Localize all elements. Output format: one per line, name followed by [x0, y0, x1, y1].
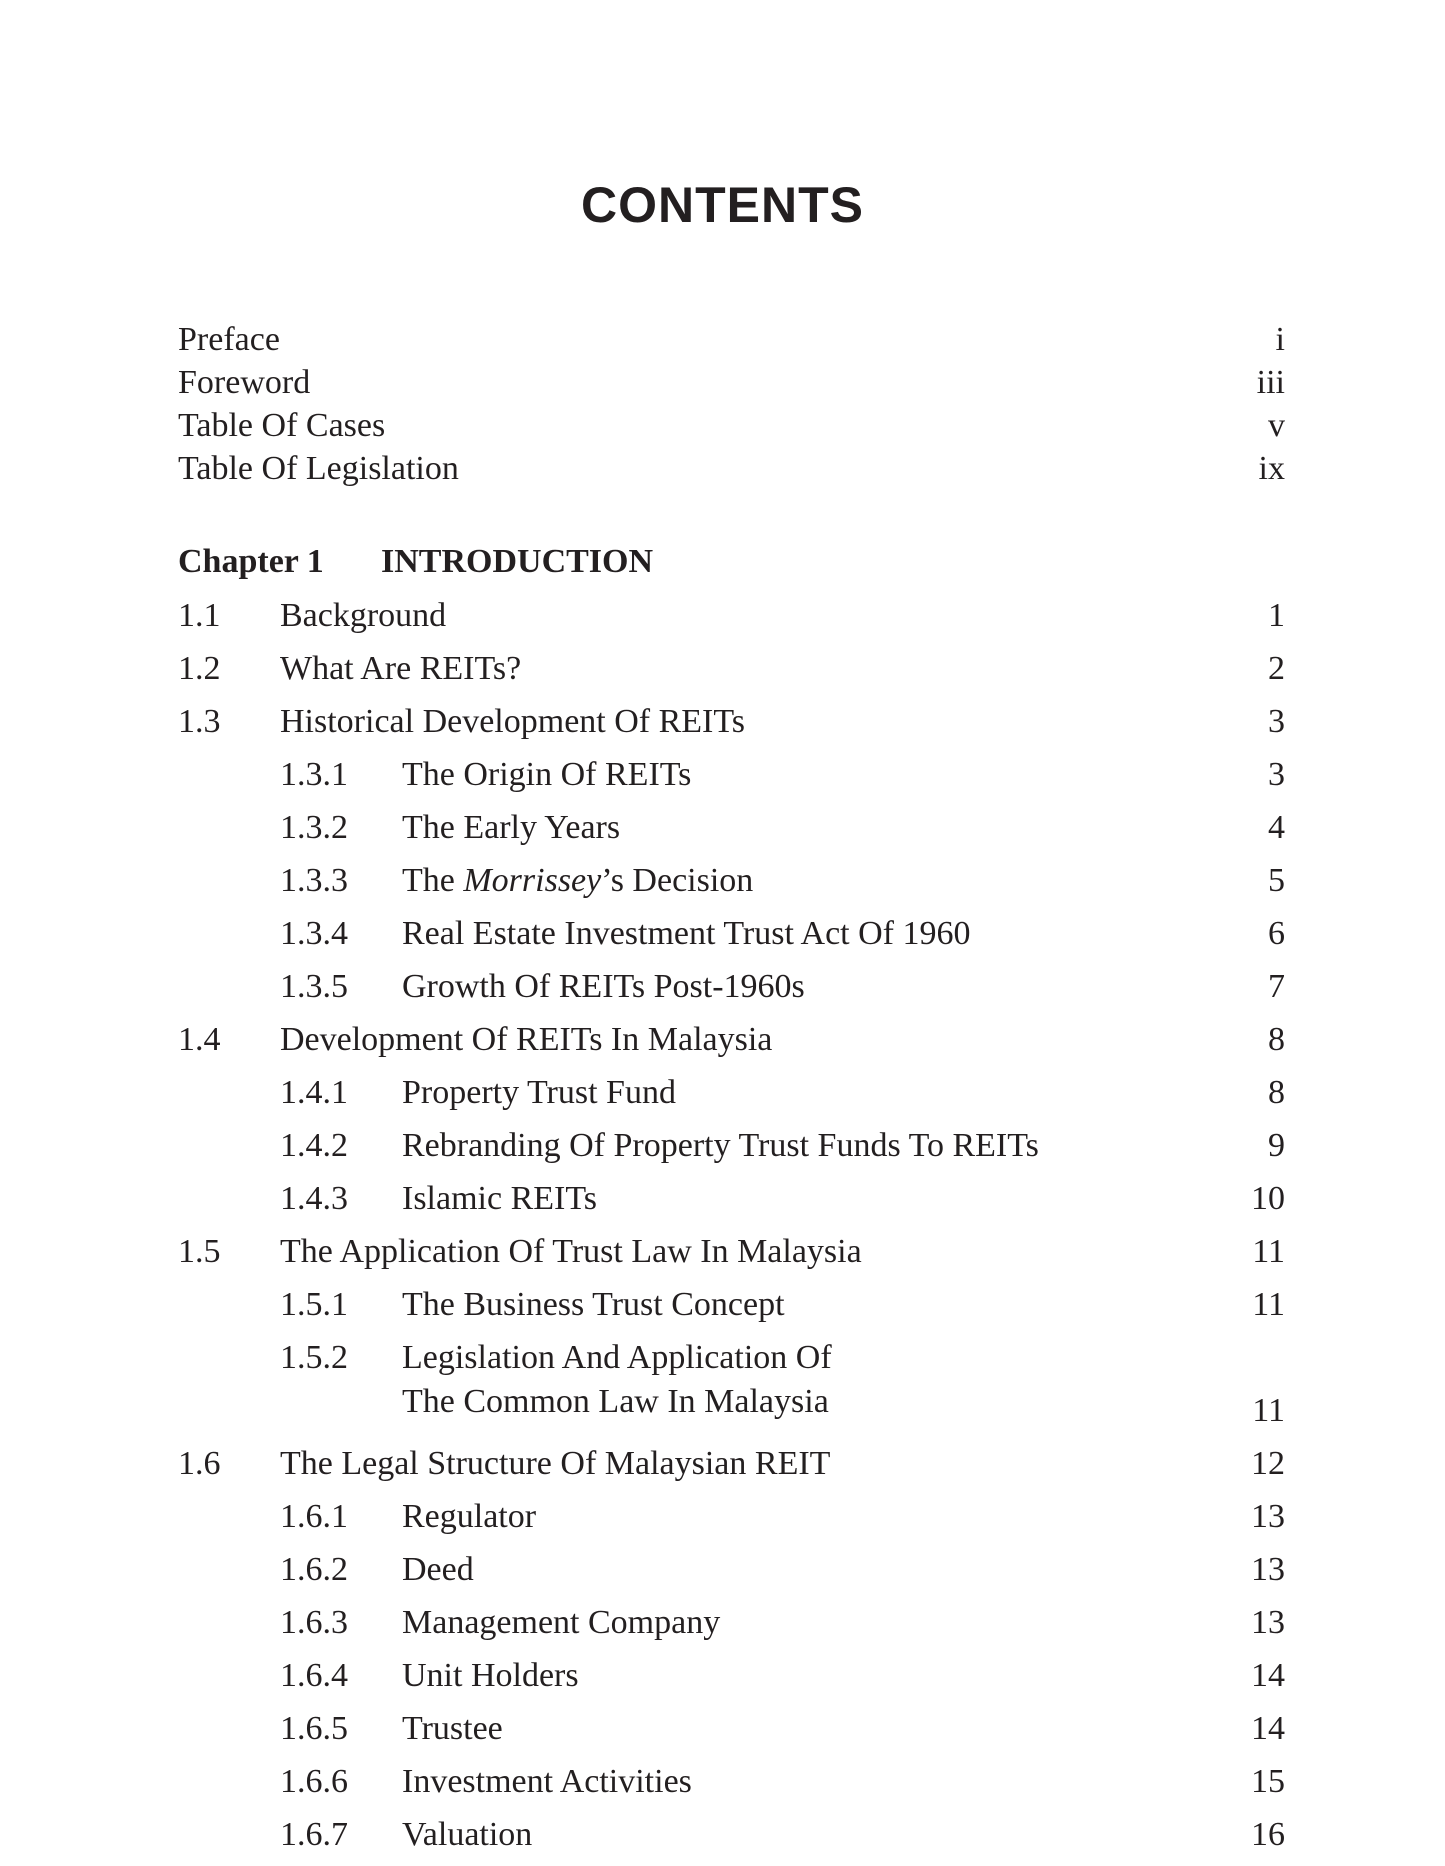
- section-number: 1.6.6: [280, 1763, 348, 1800]
- chapter-label: Chapter 1: [178, 543, 324, 580]
- page-number: 13: [1251, 1498, 1285, 1535]
- page-number: 2: [1268, 650, 1285, 687]
- section-number: 1.3.4: [280, 915, 348, 952]
- chapter-entries: [178, 594, 1285, 1866]
- page-number: 13: [1251, 1551, 1285, 1588]
- toc-entry-1-3-5[interactable]: [178, 965, 1285, 1018]
- section-title: Islamic REITs: [402, 1180, 597, 1217]
- toc-entry-1-6-2[interactable]: [178, 1548, 1285, 1601]
- entry-label: Table Of Legislation: [178, 450, 459, 487]
- section-number: 1.3: [178, 703, 221, 740]
- section-title-line-1: Legislation And Application Of: [402, 1339, 832, 1376]
- section-title-post: ’s Decision: [601, 862, 754, 899]
- toc-entry-1-3[interactable]: [178, 700, 1285, 753]
- toc-entry-1-3-1[interactable]: [178, 753, 1285, 806]
- section-number: 1.4.2: [280, 1127, 348, 1164]
- entry-label: Table Of Cases: [178, 407, 386, 444]
- page-number: 14: [1251, 1710, 1285, 1747]
- section-title: Management Company: [402, 1604, 721, 1641]
- section-title-pre: The: [402, 862, 464, 899]
- section-number: 1.6.4: [280, 1657, 348, 1694]
- toc-entry-1-6-1[interactable]: [178, 1495, 1285, 1548]
- section-title: Growth Of REITs Post-1960s: [402, 968, 805, 1005]
- section-number: 1.5.1: [280, 1286, 348, 1323]
- section-title: Unit Holders: [402, 1657, 579, 1694]
- section-title: Valuation: [402, 1816, 533, 1853]
- section-title: The Origin Of REITs: [402, 756, 692, 793]
- section-title: Development Of REITs In Malaysia: [280, 1021, 773, 1058]
- section-number: 1.2: [178, 650, 221, 687]
- chapter-heading[interactable]: [178, 539, 654, 585]
- toc-entry-1-6-4[interactable]: [178, 1654, 1285, 1707]
- section-title: [402, 1336, 832, 1424]
- section-title: Real Estate Investment Trust Act Of 1960: [402, 915, 971, 952]
- section-number: 1.6.3: [280, 1604, 348, 1641]
- section-number: 1.3.1: [280, 756, 348, 793]
- page-number: 3: [1268, 703, 1285, 740]
- entry-page: ix: [1258, 450, 1285, 487]
- section-title: Regulator: [402, 1498, 537, 1535]
- entry-label: Preface: [178, 321, 280, 358]
- toc-entry-1-4-2[interactable]: [178, 1124, 1285, 1177]
- section-number: 1.6.2: [280, 1551, 348, 1588]
- toc-entry-1-6-3[interactable]: [178, 1601, 1285, 1654]
- section-number: 1.3.5: [280, 968, 348, 1005]
- section-title: Historical Development Of REITs: [280, 703, 746, 740]
- toc-entry-1-6-5[interactable]: [178, 1707, 1285, 1760]
- section-number: 1.6.5: [280, 1710, 348, 1747]
- section-title: What Are REITs?: [280, 650, 522, 687]
- page-number: 1: [1268, 597, 1285, 634]
- toc-entry-1-6[interactable]: [178, 1442, 1285, 1495]
- page-number: 5: [1268, 862, 1285, 899]
- entry-page: i: [1275, 321, 1285, 358]
- toc-entry-1-3-4[interactable]: [178, 912, 1285, 965]
- section-number: 1.5: [178, 1233, 221, 1270]
- page-number: 8: [1268, 1074, 1285, 1111]
- front-matter-list: [178, 318, 1285, 490]
- section-title: The Early Years: [402, 809, 621, 846]
- toc-entry-table-of-cases[interactable]: [178, 404, 1285, 447]
- toc-entry-1-6-7[interactable]: [178, 1813, 1285, 1866]
- page-number: 8: [1268, 1021, 1285, 1058]
- section-number: 1.4.1: [280, 1074, 348, 1111]
- toc-entry-1-5-1[interactable]: [178, 1283, 1285, 1336]
- page-number: 13: [1251, 1604, 1285, 1641]
- entry-label: Foreword: [178, 364, 311, 401]
- section-number: 1.3.3: [280, 862, 348, 899]
- toc-entry-1-3-3[interactable]: [178, 859, 1285, 912]
- section-number: 1.6: [178, 1445, 221, 1482]
- toc-entry-1-2[interactable]: [178, 647, 1285, 700]
- page-number: 16: [1251, 1816, 1285, 1853]
- entry-page: iii: [1256, 364, 1285, 401]
- section-title: [402, 859, 753, 903]
- section-number: 1.6.1: [280, 1498, 348, 1535]
- toc-entry-1-1[interactable]: [178, 594, 1285, 647]
- entry-page: v: [1268, 407, 1285, 444]
- section-title: Deed: [402, 1551, 474, 1588]
- section-title: Property Trust Fund: [402, 1074, 676, 1111]
- page-number: 9: [1268, 1127, 1285, 1164]
- section-title: The Legal Structure Of Malaysian REIT: [280, 1445, 831, 1482]
- page-number: 11: [1252, 1286, 1285, 1323]
- section-title: Background: [280, 597, 447, 634]
- section-title: Investment Activities: [402, 1763, 692, 1800]
- page-number: 12: [1251, 1445, 1285, 1482]
- page-number: 11: [1252, 1392, 1285, 1429]
- section-title: The Application Of Trust Law In Malaysia: [280, 1233, 862, 1270]
- toc-entry-1-4[interactable]: [178, 1018, 1285, 1071]
- chapter-title: INTRODUCTION: [381, 543, 654, 580]
- page-number: 10: [1251, 1180, 1285, 1217]
- section-number: 1.1: [178, 597, 221, 634]
- page-number: 14: [1251, 1657, 1285, 1694]
- toc-entry-1-4-1[interactable]: [178, 1071, 1285, 1124]
- page-number: 7: [1268, 968, 1285, 1005]
- page-number: 15: [1251, 1763, 1285, 1800]
- page-number: 4: [1268, 809, 1285, 846]
- section-title-line-2: The Common Law In Malaysia: [402, 1383, 829, 1420]
- page-title: CONTENTS: [581, 177, 864, 233]
- toc-entry-1-4-3[interactable]: [178, 1177, 1285, 1230]
- section-number: 1.4: [178, 1021, 221, 1058]
- section-title: Trustee: [402, 1710, 503, 1747]
- toc-entry-1-6-6[interactable]: [178, 1760, 1285, 1813]
- toc-entry-foreword[interactable]: [178, 361, 1285, 404]
- section-title: The Business Trust Concept: [402, 1286, 785, 1323]
- toc-entry-1-5[interactable]: [178, 1230, 1285, 1283]
- page-number: 3: [1268, 756, 1285, 793]
- toc-entry-1-5-2[interactable]: [178, 1336, 1285, 1442]
- toc-entry-table-of-legislation[interactable]: [178, 447, 1285, 490]
- section-title-italic: Morrissey: [463, 862, 602, 899]
- page-number: 6: [1268, 915, 1285, 952]
- page-number: 11: [1252, 1233, 1285, 1270]
- section-number: 1.6.7: [280, 1816, 348, 1853]
- toc-entry-preface[interactable]: [178, 318, 1285, 361]
- section-number: 1.5.2: [280, 1339, 348, 1376]
- section-number: 1.4.3: [280, 1180, 348, 1217]
- section-title: Rebranding Of Property Trust Funds To REITs: [402, 1127, 1039, 1164]
- section-number: 1.3.2: [280, 809, 348, 846]
- toc-entry-1-3-2[interactable]: [178, 806, 1285, 859]
